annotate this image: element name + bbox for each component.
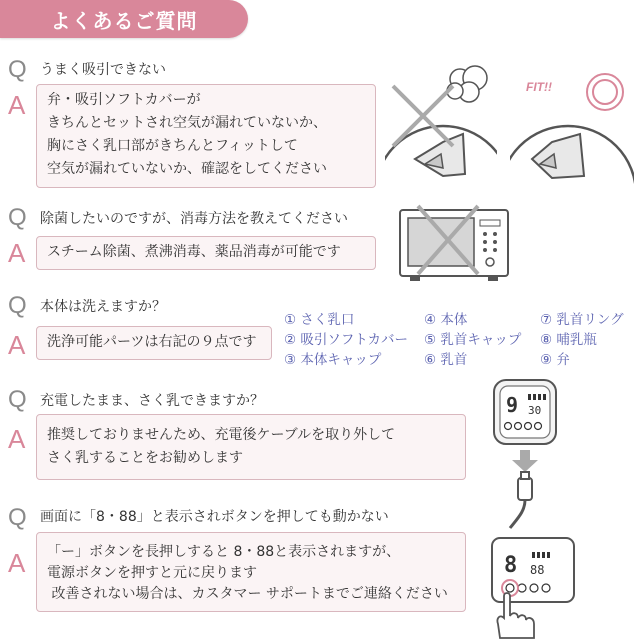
- pump-charging-illustration: [490, 376, 562, 536]
- answer-mark-1: A: [8, 90, 26, 120]
- answer-5-line-3: 改善されない場合は、カスタマー サポートまでご連絡ください: [47, 586, 448, 602]
- air-leak-cloud-icon: [447, 66, 487, 102]
- answer-1-box: [36, 84, 376, 188]
- usb-cable-icon: [510, 472, 532, 528]
- part-item: ⑨ 弁: [540, 352, 570, 368]
- display-error-illustration: [486, 532, 586, 640]
- question-4-text: 充電したまま、さく乳できますか？: [40, 393, 264, 409]
- answer-1-line-3: 胸にさく乳口部がきちんとフィットして: [47, 138, 298, 154]
- answer-5-box: [36, 532, 466, 612]
- washable-parts-col-2: [424, 310, 521, 370]
- display-main-digit: 9: [506, 393, 519, 417]
- part-item: ③ 本体キャップ: [284, 352, 382, 368]
- part-item: ⑥ 乳首: [424, 352, 468, 368]
- question-3-text: 本体は洗えますか？: [40, 299, 166, 315]
- pump-not-fitted-illustration: [385, 64, 497, 198]
- part-item: ⑦ 乳首リング: [540, 312, 624, 328]
- part-item: ② 吸引ソフトカバー: [284, 332, 408, 348]
- answer-4-line-1: 推奨しておりませんため、充電後ケーブルを取り外して: [47, 427, 396, 443]
- display-small-digits: 88: [530, 563, 545, 577]
- answer-5-line-1: 「ー」ボタンを長押しすると 8・88と表示されますが、: [47, 544, 401, 560]
- answer-2-line-1: スチーム除菌、煮沸消毒、薬品消毒が可能です: [47, 244, 341, 260]
- display-small-digits: 30: [528, 404, 542, 417]
- answer-5-line-2: 電源ボタンを押すと元に戻ります: [47, 565, 257, 581]
- answer-3-box: [36, 326, 272, 360]
- answer-1-line-1: 弁・吸引ソフトカバーが: [47, 92, 201, 108]
- question-2-text: 除菌したいのですが、消毒方法を教えてください: [40, 211, 348, 227]
- answer-mark-4: A: [8, 424, 26, 454]
- fit-label: FIT!!: [526, 80, 552, 94]
- answer-4-box: [36, 414, 466, 480]
- part-item: ① さく乳口: [284, 312, 355, 328]
- question-mark-3: Q: [8, 292, 27, 319]
- answer-mark-2: A: [8, 238, 26, 268]
- answer-3-line-1: 洗浄可能パーツは右記の９点です: [47, 334, 257, 350]
- question-1-text: うまく吸引できない: [40, 62, 166, 78]
- question-5-text: 画面に「8・88」と表示されボタンを押しても動かない: [40, 509, 389, 525]
- fit-ring-icon: [587, 74, 623, 110]
- microwave-crossed-illustration: [396, 204, 514, 286]
- question-mark-5: Q: [8, 504, 27, 531]
- answer-1-line-4: 空気が漏れていないか、確認をしてください: [47, 161, 327, 177]
- question-mark-2: Q: [8, 204, 27, 231]
- down-arrow-icon: [512, 450, 538, 472]
- display-main-digit: 8: [504, 553, 518, 578]
- page-title: よくあるご質問: [0, 0, 248, 38]
- question-mark-4: Q: [8, 386, 27, 413]
- part-item: ⑧ 哺乳瓶: [540, 332, 597, 348]
- washable-parts-col-3: [540, 310, 624, 370]
- washable-parts-col-1: [284, 310, 408, 370]
- answer-4-line-2: さく乳することをお勧めします: [47, 450, 243, 466]
- part-item: ⑤ 乳首キャップ: [424, 332, 522, 348]
- part-item: ④ 本体: [424, 312, 468, 328]
- answer-mark-3: A: [8, 330, 26, 360]
- answer-2-box: [36, 236, 376, 270]
- answer-mark-5: A: [8, 548, 26, 578]
- answer-1-line-2: きちんとセットされ空気が漏れていないか、: [47, 115, 327, 131]
- question-mark-1: Q: [8, 56, 27, 83]
